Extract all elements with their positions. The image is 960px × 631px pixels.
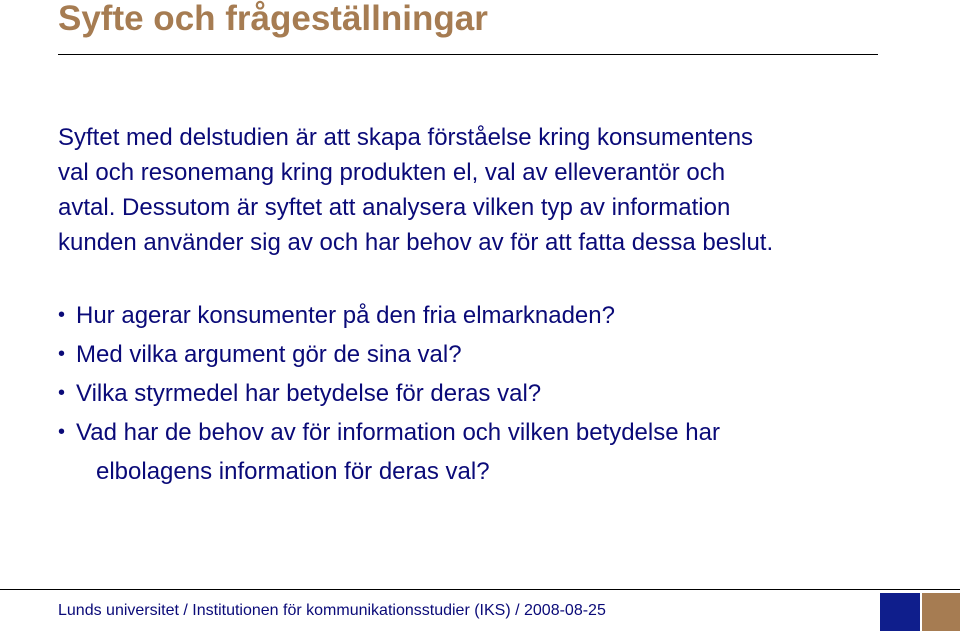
list-item-text: Vilka styrmedel har betydelse för deras val?: [76, 380, 542, 407]
list-item-text: Hur agerar konsumenter på den fria elmarknaden?: [76, 302, 615, 329]
blue-square-logo: [880, 593, 920, 631]
list-item-text: Vad har de behov av för information och vilken betydelse har: [76, 419, 720, 446]
intro-line: kunden använder sig av och har behov av för att fatta dessa beslut.: [58, 229, 774, 256]
intro-line: val och resonemang kring produkten el, val av elleverantör och: [58, 159, 726, 186]
gold-square-logo: [922, 593, 960, 631]
bullet-icon: •: [58, 382, 66, 404]
title-divider: [58, 54, 878, 55]
footer-text: Lunds universitet / Institutionen för kommunikationsstudier (IKS) / 2008-08-25: [58, 602, 606, 619]
intro-line: avtal. Dessutom är syftet att analysera vilken typ av information: [58, 194, 731, 221]
list-item: [58, 296, 938, 335]
bullet-icon: •: [58, 304, 66, 326]
footer-divider: [0, 589, 960, 590]
list-item: [58, 335, 938, 374]
bullet-icon: •: [58, 421, 66, 443]
question-list: [58, 296, 938, 491]
slide-title: Syfte och frågeställningar: [58, 0, 488, 38]
list-item-text: Med vilka argument gör de sina val?: [76, 341, 462, 368]
bullet-icon: •: [58, 343, 66, 365]
intro-line: Syftet med delstudien är att skapa förståelse kring konsumentens: [58, 124, 754, 151]
list-item: [58, 413, 938, 491]
intro-paragraph: [58, 120, 918, 260]
list-item: [58, 374, 938, 413]
list-item-continuation: elbolagens information för deras val?: [96, 458, 490, 485]
